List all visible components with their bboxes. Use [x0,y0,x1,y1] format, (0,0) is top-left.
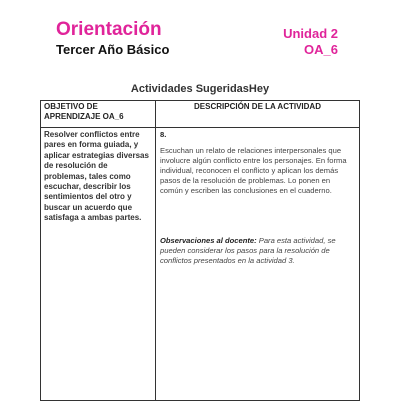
table-row [41,128,360,401]
grade-subtitle: Tercer Año Básico [56,42,170,57]
table-header-row [41,101,360,128]
description-cell [156,128,360,401]
activity-text: Escuchan un relato de relaciones interpersonales que involucre algún conflicto entre los personajes. En forma individual, reconocen el conflicto y aplican los demás pasos de la resolución de problemas. Lo ponen en común y escriben las conclusiones en el cuaderno. [160,146,347,196]
activity-number: 8. [160,130,167,139]
document-title: Orientación [56,19,162,40]
objective-column-header: OBJETIVO DE APRENDIZAJE OA_6 [41,101,156,128]
oa-code-label: OA_6 [304,42,338,57]
activity-table [40,100,360,401]
teacher-observations [160,236,355,266]
observations-text: Para esta actividad, se pueden considerar los pasos para la resolución de conflictos presentados en la actividad 3. [160,236,336,266]
description-column-header: DESCRIPCIÓN DE LA ACTIVIDAD [156,101,360,128]
observations-label: Observaciones al docente: [160,236,257,246]
objective-cell: Resolver conflictos entre pares en forma guiada, y aplicar estrategias diversas de resolución de problemas, tales como escuchar, describir los sentimientos del otro y buscar un acuerdo que satisfaga a ambas partes. [41,128,156,401]
section-title: Actividades SugeridasHey [130,83,270,95]
unit-label: Unidad 2 [283,26,338,41]
